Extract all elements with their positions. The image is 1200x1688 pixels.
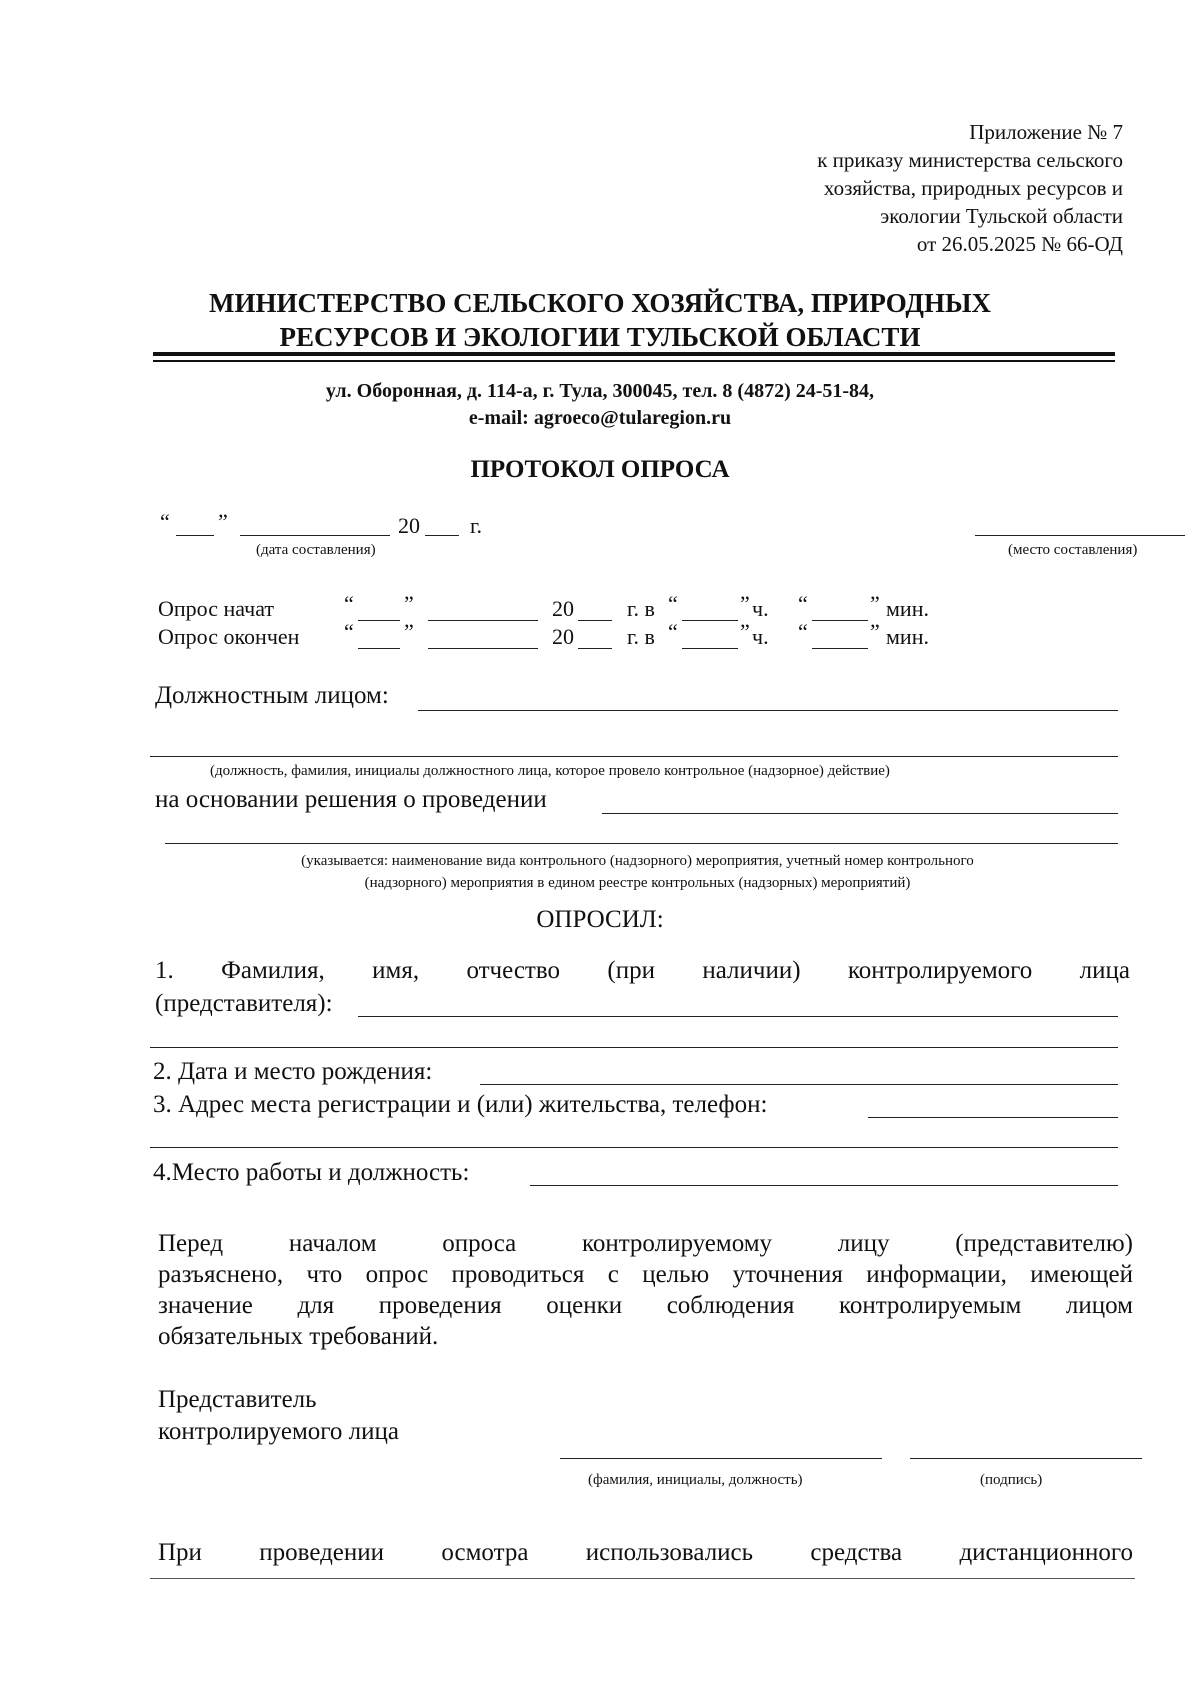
appendix-block	[817, 118, 1123, 258]
explanation-line-2: разъяснено, что опрос проводиться с целью уточнения информации, имеющей	[158, 1261, 1133, 1288]
item1-line-2: (представителя):	[155, 990, 333, 1017]
date-open-quote: “	[160, 509, 170, 534]
explanation-line-3: значение для проведения оценки соблюдения контролируемым лицом	[158, 1292, 1133, 1319]
organization-name-line-1: МИНИСТЕРСТВО СЕЛЬСКОГО ХОЗЯЙСТВА, ПРИРОДНЫХ	[209, 288, 991, 318]
end-close-quote: ”	[404, 619, 414, 644]
end-year-field[interactable]	[578, 648, 612, 649]
appendix-line-2: к приказу министерства сельского	[817, 148, 1123, 172]
explanation-line-1: Перед началом опроса контролируемому лицу (представителю)	[158, 1230, 1133, 1257]
official-field[interactable]	[418, 710, 1118, 711]
signature-sign-field[interactable]	[910, 1458, 1142, 1459]
date-caption: (дата составления)	[256, 542, 376, 558]
appendix-line-5: от 26.05.2025 № 66-ОД	[916, 232, 1123, 256]
item1-field-continued[interactable]	[150, 1047, 1118, 1048]
start-close-quote: ”	[404, 591, 414, 616]
start-hour-field[interactable]	[682, 620, 738, 621]
date-year-suffix: г.	[470, 513, 483, 538]
basis-caption-line-2: (надзорного) мероприятия в едином реестре контрольных (надзорных) мероприятий)	[364, 875, 911, 891]
end-hour-field[interactable]	[682, 648, 738, 649]
item1-line-1: 1. Фамилия, имя, отчество (при наличии) контролируемого лица	[155, 957, 1130, 984]
item1-field[interactable]	[358, 1016, 1118, 1017]
organization-name	[150, 286, 1050, 354]
item2-field[interactable]	[480, 1084, 1118, 1085]
end-at-text: г. в	[627, 624, 655, 649]
start-month-field[interactable]	[428, 620, 538, 621]
end-open-quote: “	[344, 619, 354, 644]
date-year-field[interactable]	[425, 535, 459, 536]
end-hour-open-quote: “	[668, 619, 678, 644]
basis-field-continued[interactable]	[165, 843, 1118, 844]
start-at-text: г. в	[627, 596, 655, 621]
end-minute-open-quote: “	[798, 619, 808, 644]
footer-text: При проведении осмотра использовались средства дистанционного	[158, 1539, 1133, 1566]
start-hour-open-quote: “	[668, 591, 678, 616]
appendix-line-3: хозяйства, природных ресурсов и	[823, 176, 1123, 200]
document-title: ПРОТОКОЛ ОПРОСА	[470, 456, 730, 483]
official-caption: (должность, фамилия, инициалы должностного лица, которое провело контрольное (надзорное) действие)	[210, 763, 890, 779]
signature-name-field[interactable]	[560, 1458, 882, 1459]
organization-address	[150, 378, 1050, 432]
start-year-prefix: 20	[552, 596, 574, 621]
date-day-field[interactable]	[176, 535, 214, 536]
official-label: Должностным лицом:	[155, 682, 389, 709]
start-minutes-label: мин.	[886, 596, 929, 621]
start-open-quote: “	[344, 591, 354, 616]
basis-caption-line-1: (указывается: наименование вида контрольного (надзорного) мероприятия, учетный номер контрольного	[301, 853, 974, 869]
start-label: Опрос начат	[158, 596, 275, 621]
item2-label: 2. Дата и место рождения:	[153, 1058, 433, 1085]
end-minute-field[interactable]	[812, 648, 868, 649]
start-day-field[interactable]	[358, 620, 400, 621]
address-line-2: e-mail: agroeco@tularegion.ru	[468, 407, 732, 429]
end-minutes-label: мин.	[886, 624, 929, 649]
date-close-quote: ”	[218, 509, 228, 534]
date-month-field[interactable]	[240, 535, 390, 536]
header-rule-thick	[153, 352, 1115, 356]
item3-field-continued[interactable]	[150, 1147, 1118, 1148]
section-heading: ОПРОСИЛ:	[536, 906, 664, 933]
header-rule-thin	[153, 360, 1115, 362]
place-field[interactable]	[975, 535, 1185, 536]
basis-field[interactable]	[602, 813, 1118, 814]
appendix-line-4: экологии Тульской области	[880, 204, 1123, 228]
basis-label: на основании решения о проведении	[155, 786, 547, 813]
signature-label-line-2: контролируемого лица	[158, 1418, 399, 1445]
basis-caption	[150, 850, 1125, 894]
start-minute-open-quote: “	[798, 591, 808, 616]
item4-field[interactable]	[530, 1185, 1118, 1186]
footer-rule	[150, 1578, 1135, 1579]
end-year-prefix: 20	[552, 624, 574, 649]
start-hour-close-quote: ”	[740, 591, 750, 616]
item3-field[interactable]	[868, 1117, 1118, 1118]
end-day-field[interactable]	[358, 648, 400, 649]
signature-label-line-1: Представитель	[158, 1386, 317, 1413]
end-hours-label: ч.	[752, 624, 769, 649]
date-year-prefix: 20	[398, 513, 420, 538]
item3-label: 3. Адрес места регистрации и (или) жительства, телефон:	[153, 1091, 768, 1118]
start-hours-label: ч.	[752, 596, 769, 621]
end-hour-close-quote: ”	[740, 619, 750, 644]
end-minute-close-quote: ”	[870, 619, 880, 644]
start-minute-close-quote: ”	[870, 591, 880, 616]
signature-sign-caption: (подпись)	[980, 1472, 1043, 1488]
item4-label: 4.Место работы и должность:	[153, 1159, 470, 1186]
address-line-1: ул. Оборонная, д. 114-а, г. Тула, 300045, тел. 8 (4872) 24-51-84,	[325, 380, 875, 402]
appendix-line-1: Приложение № 7	[969, 120, 1123, 144]
start-year-field[interactable]	[578, 620, 612, 621]
end-label: Опрос окончен	[158, 624, 300, 649]
official-field-continued[interactable]	[150, 756, 1118, 757]
place-caption: (место составления)	[1008, 542, 1138, 558]
end-month-field[interactable]	[428, 648, 538, 649]
organization-name-line-2: РЕСУРСОВ И ЭКОЛОГИИ ТУЛЬСКОЙ ОБЛАСТИ	[279, 322, 921, 352]
explanation-line-4: обязательных требований.	[158, 1323, 439, 1350]
signature-name-caption: (фамилия, инициалы, должность)	[588, 1472, 803, 1488]
start-minute-field[interactable]	[812, 620, 868, 621]
